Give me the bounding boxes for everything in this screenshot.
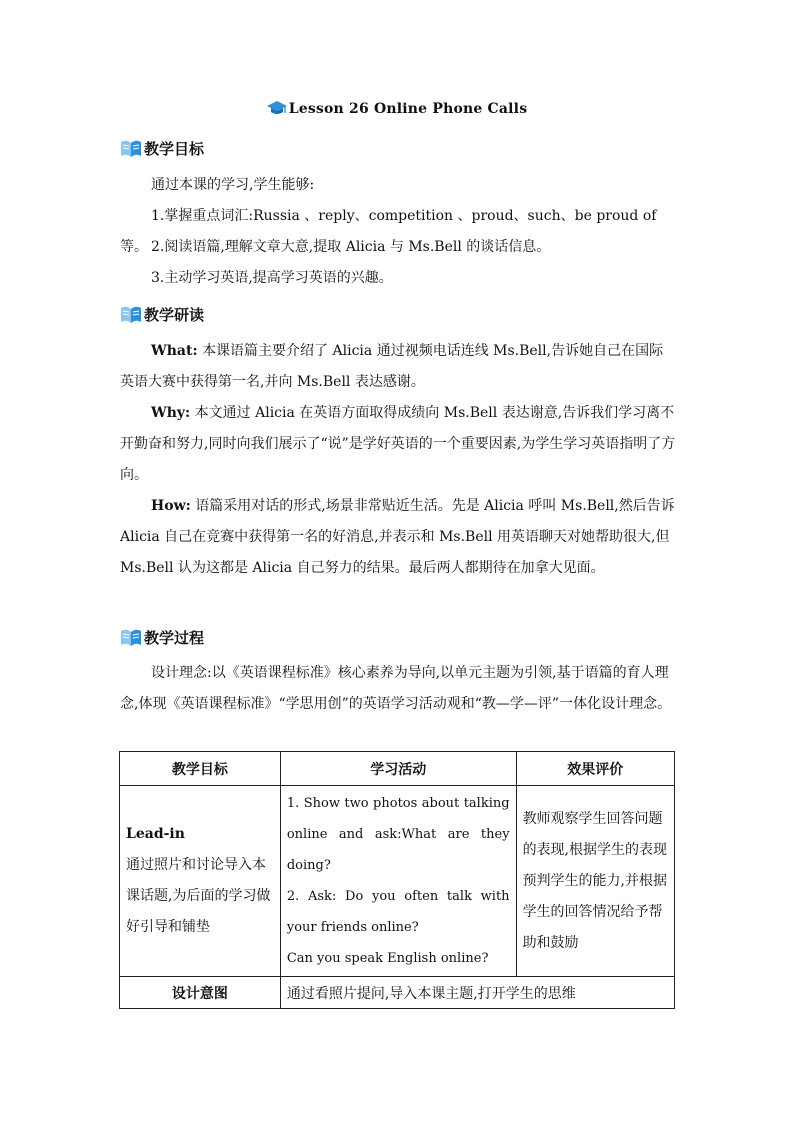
why-paragraph	[120, 398, 676, 491]
table-row	[120, 977, 675, 1009]
what-text: 本课语篇主要介绍了 Alicia 通过视频电话连线 Ms.Bell,告诉她自己在国际英语大赛中获得第一名,并向 Ms.Bell 表达感谢。	[120, 343, 664, 390]
design-concept: 设计理念:以《英语课程标准》核心素养为导向,以单元主题为引领,基于语篇的育人理念,体现《英语课程标准》“学思用创”的英语学习活动观和“教—学—评”一体化设计理念。	[120, 665, 672, 712]
why-text: 本文通过 Alicia 在英语方面取得成绩向 Ms.Bell 表达谢意,告诉我们学习离不开勤奋和努力,同时向我们展示了“说”是学好英语的一个重要因素,为学生学习英语指明了方向。	[120, 405, 676, 483]
leadin-goal-cell	[120, 786, 281, 977]
section-heading-text: 教学目标	[144, 139, 205, 158]
how-label: How:	[151, 498, 191, 514]
goal-item-2: 2.阅读语篇,理解文章大意,提取 Alicia 与 Ms.Bell 的谈话信息。	[151, 239, 551, 255]
header-evaluation: 效果评价	[516, 752, 674, 786]
open-book-icon	[120, 304, 142, 324]
graduation-cap-icon	[267, 100, 287, 120]
what-paragraph	[120, 336, 676, 398]
lesson-title-text: Lesson 26 Online Phone Calls	[288, 101, 528, 117]
table-row	[120, 786, 675, 977]
section-heading-text: 教学过程	[144, 628, 205, 647]
open-book-icon	[120, 138, 142, 158]
goals-intro: 通过本课的学习,学生能够:	[151, 177, 315, 193]
section-heading-study	[120, 303, 204, 325]
section-heading-goals	[120, 137, 204, 159]
goal-item-1: 1.掌握重点词汇:Russia 、reply、competition 、proud、such、be proud of 等。	[120, 208, 657, 255]
header-goal: 教学目标	[120, 752, 281, 786]
goal-item-3: 3.主动学习英语,提高学习英语的兴趣。	[151, 270, 393, 286]
design-intent-text: 通过看照片提问,导入本课主题,打开学生的思维	[280, 977, 674, 1009]
why-label: Why:	[151, 405, 191, 421]
design-intent-label: 设计意图	[120, 977, 281, 1009]
activity-item-1: 1. Show two photos about talking online and ask:What are they doing?	[286, 796, 510, 873]
how-text: 语篇采用对话的形式,场景非常贴近生活。先是 Alicia 呼叫 Ms.Bell,然后告诉 Alicia 自己在竞赛中获得第一名的好消息,并表示和 Ms.Bell 用英语聊天对她帮助很大,但 Ms.Bell 认为这都是 Alicia 自己努力的结果。最后两人都期待在加拿大见面。	[120, 498, 675, 576]
table-header-row	[120, 752, 675, 786]
activity-item-2: 2. Ask: Do you often talk with your friends online?	[286, 889, 510, 935]
leadin-activity-cell	[280, 786, 516, 977]
what-label: What:	[151, 343, 198, 359]
open-book-icon	[120, 627, 142, 647]
activity-item-3: Can you speak English online?	[286, 951, 489, 966]
how-paragraph	[120, 491, 676, 584]
leadin-goal-text: 通过照片和讨论导入本课话题,为后面的学习做好引导和铺垫	[126, 857, 271, 935]
section-heading-text: 教学研读	[144, 305, 205, 324]
lesson-plan-table	[119, 751, 675, 1009]
leadin-title: Lead-in	[126, 826, 185, 842]
header-activity: 学习活动	[280, 752, 516, 786]
section-heading-process	[120, 626, 204, 648]
lesson-title	[0, 100, 794, 120]
leadin-evaluation-cell: 教师观察学生回答问题的表现,根据学生的表现预判学生的能力,并根据学生的回答情况给予帮助和鼓励	[516, 786, 674, 977]
